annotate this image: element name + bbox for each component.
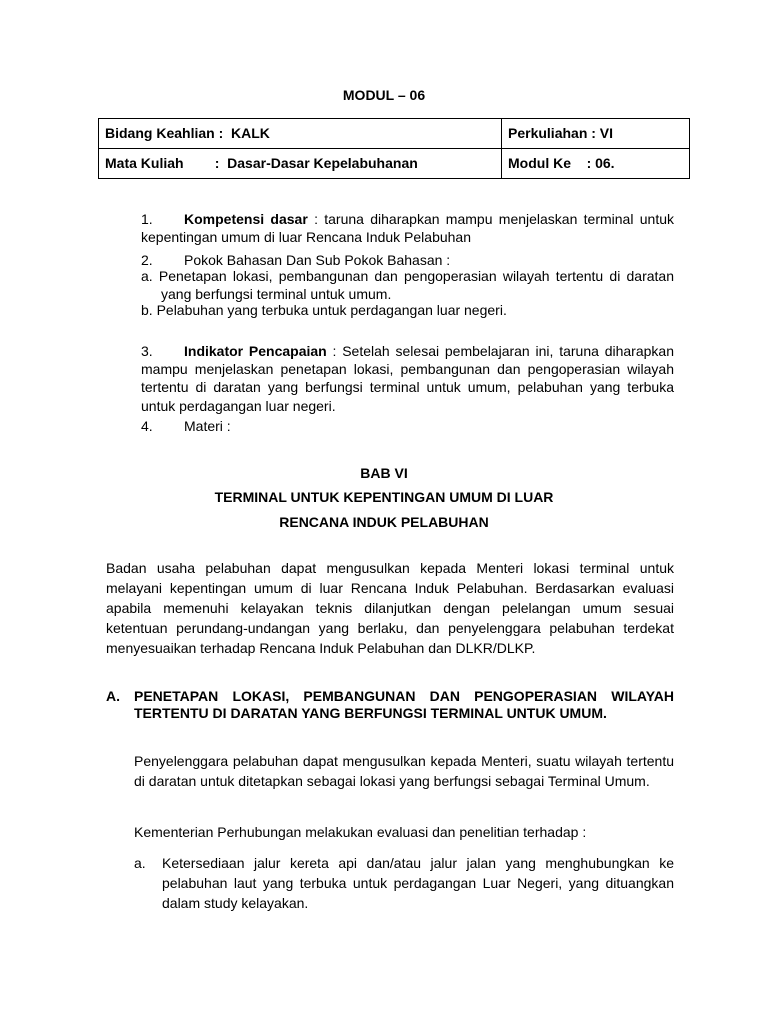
mata-kuliah-value: Dasar-Dasar Kepelabuhanan [227,155,418,172]
mata-kuliah-separator: : [214,155,220,172]
item-kompetensi-dasar [141,210,674,246]
item-indikator-pencapaian [141,342,674,415]
chapter-title-line-1: TERMINAL UNTUK KEPENTINGAN UMUM DI LUAR [214,489,554,505]
sub-item-b: b. Pelabuhan yang terbuka untuk perdagangan luar negeri. [141,302,507,318]
section-heading-text: PENETAPAN LOKASI, PEMBANGUNAN DAN PENGOPERASIAN WILAYAH TERTENTU DI DARATAN YANG BERFUNGSI TERMINAL UNTUK UMUM. [134,688,674,721]
list-item-text: Ketersediaan jalur kereta api dan/atau jalur jalan yang menghubungkan ke pelabuhan laut yang terbuka untuk perdagangan Luar Negeri, yang dituangkan dalam study kelayakan. [162,855,674,911]
mata-kuliah-label: Mata Kuliah [105,155,184,172]
section-a-paragraph-2: Kementerian Perhubungan melakukan evaluasi dan penelitian terhadap : [134,824,587,840]
item-text: : taruna diharapkan mampu menjelaskan terminal untuk kepentingan umum di luar Rencana Induk Pelabuhan [141,211,674,246]
bidang-label: Bidang Keahlian : [105,125,224,142]
item-heading: Kompetensi dasar [184,211,308,227]
chapter-number: BAB VI [360,465,408,481]
section-label: A. [106,688,120,704]
chapter-title-line-2: RENCANA INDUK PELABUHAN [279,514,489,530]
module-title: MODUL – 06 [342,87,426,103]
item-text: Materi : [184,418,231,434]
modul-ke-value: : 06. [586,155,615,172]
item-materi [141,417,674,435]
modul-ke-label: Modul Ke [508,155,571,172]
bidang-value: KALK [231,125,270,142]
perkuliahan-cell: Perkuliahan : VI [502,119,690,149]
list-item [134,854,674,914]
list-item-label: a. [134,855,146,871]
section-a-paragraph-1: Penyelenggara pelabuhan dapat mengusulkan kepada Menteri, suatu wilayah tertentu di daratan untuk ditetapkan sebagai lokasi yang berfungsi sebagai Terminal Umum. [134,753,674,789]
sub-item-a: a. Penetapan lokasi, pembangunan dan pengoperasian wilayah tertentu di daratan yang berfungsi terminal untuk umum. [141,268,674,303]
bidang-keahlian-cell [99,119,502,149]
mata-kuliah-cell [99,149,502,179]
item-text: : Setelah selesai pembelajaran ini, taruna diharapkan mampu menjelaskan penetapan lokasi, pembangunan dan pengoperasian wilayah tertentu di daratan yang berfungsi terminal untuk umum, pelabuhan yang terbuka untuk perdagangan luar negeri. [141,343,674,414]
module-header-table [98,118,690,179]
item-number: 1. [141,211,153,227]
item-number: 3. [141,343,153,359]
item-text: Pokok Bahasan Dan Sub Pokok Bahasan : [184,252,451,268]
modul-ke-cell [502,149,690,179]
table-row [99,149,690,179]
intro-paragraph: Badan usaha pelabuhan dapat mengusulkan kepada Menteri lokasi terminal untuk melayani kepentingan umum di luar Rencana Induk Pelabuhan. Berdasarkan evaluasi apabila memenuhi kelayakan teknis dilanjutkan dengan pelelangan umum sesuai ketentuan perundang-undangan yang berlaku, dan penyelenggara pelabuhan terdekat menyesuaikan terhadap Rencana Induk Pelabuhan dan DLKR/DLKP. [106,560,674,656]
item-heading: Indikator Pencapaian [184,343,327,359]
table-row [99,119,690,149]
item-number: 2. [141,252,153,268]
item-number: 4. [141,418,153,434]
section-a-heading [106,688,674,722]
